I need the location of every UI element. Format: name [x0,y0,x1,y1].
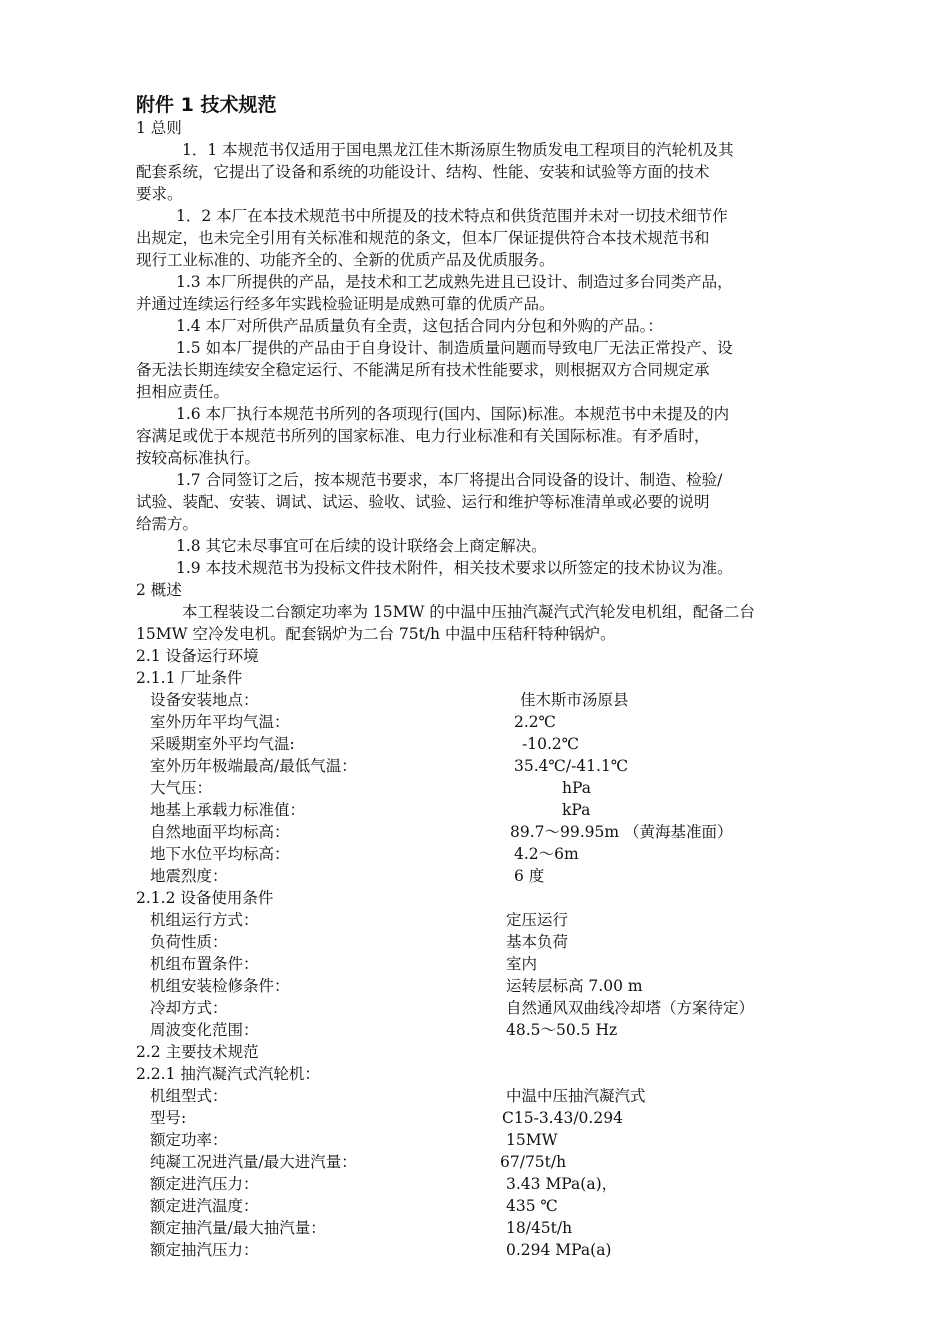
row-value: 48.5～50.5 Hz [506,1021,618,1039]
row-label: 自然地面平均标高： [150,823,290,841]
row-label: 冷却方式： [150,999,228,1017]
row-label: 负荷性质： [150,933,228,951]
row-label: 室外历年极端最高/最低气温： [150,757,357,775]
paragraph-line: 容满足或优于本规范书所列的国家标准、电力行业标准和有关国际标准。有矛盾时， [136,427,710,445]
row-value: 18/45t/h [506,1219,573,1237]
section-heading-2-2: 2.2 主要技术规范 [136,1043,259,1061]
row-value: 运转层标高 7.00 m [506,977,643,995]
row-label: 地震烈度： [150,867,228,885]
row-label: 地基上承载力标准值： [150,801,306,819]
row-label: 纯凝工况进汽量/最大进汽量： [150,1153,357,1171]
row-label: 机组运行方式： [150,911,259,929]
paragraph-line: 本工程装设二台额定功率为 15MW 的中温中压抽汽凝汽式汽轮发电机组，配备二台 [182,603,755,621]
row-value: -10.2℃ [522,735,580,753]
row-label: 额定抽汽压力： [150,1241,259,1259]
row-label: 地下水位平均标高： [150,845,290,863]
paragraph-line: 1．1 本规范书仅适用于国电黑龙江佳木斯汤原生物质发电工程项目的汽轮机及其 [182,141,734,159]
row-label: 额定抽汽量/最大抽汽量： [150,1219,326,1237]
row-value: 室内 [506,955,538,973]
paragraph-line: 1．2 本厂在本技术规范书中所提及的技术特点和供货范围并未对一切技术细节作 [176,207,728,225]
paragraph-line: 1.4 本厂对所供产品质量负有全责，这包括合同内分包和外购的产品。： [176,317,663,335]
paragraph-line: 给需方。 [136,515,199,533]
paragraph-line: 1.6 本厂执行本规范书所列的各项现行(国内、国际)标准。本规范书中未提及的内 [176,405,730,423]
document-title: 附件 1 技术规范 [136,94,277,116]
row-value: 67/75t/h [500,1153,567,1171]
row-label: 型号: [150,1109,187,1127]
paragraph-line: 1.5 如本厂提供的产品由于自身设计、制造质量问题而导致电厂无法正常投产、设 [176,339,733,357]
row-value: 佳木斯市汤原县 [520,691,629,709]
row-value: kPa [562,801,591,819]
row-value: 6 度 [514,867,545,885]
row-value: 35.4℃/-41.1℃ [514,757,629,775]
row-value: 4.2～6m [514,845,579,863]
section-heading-2: 2 概述 [136,581,182,599]
row-label: 机组型式： [150,1087,228,1105]
paragraph-line: 现行工业标准的、功能齐全的、全新的优质产品及优质服务。 [136,251,555,269]
row-value: 0.294 MPa(a) [506,1241,612,1259]
row-value: C15-3.43/0.294 [502,1109,623,1127]
paragraph-line: 备无法长期连续安全稳定运行、不能满足所有技术性能要求，则根据双方合同规定承 [136,361,710,379]
section-heading-2-1-2: 2.1.2 设备使用条件 [136,889,274,907]
row-label: 室外历年平均气温： [150,713,290,731]
paragraph-line: 担相应责任。 [136,383,230,401]
row-value: 中温中压抽汽凝汽式 [506,1087,646,1105]
row-label: 周波变化范围： [150,1021,259,1039]
row-value: 15MW [506,1131,558,1149]
paragraph-line: 并通过连续运行经多年实践检验证明是成熟可靠的优质产品。 [136,295,555,313]
row-label: 额定进汽温度： [150,1197,259,1215]
row-label: 采暖期室外平均气温: [150,735,295,753]
row-label: 额定功率： [150,1131,228,1149]
row-value: 89.7～99.95m （黄海基准面） [510,823,733,841]
row-value: 2.2℃ [514,713,556,731]
row-value: 3.43 MPa(a)， [506,1175,618,1193]
paragraph-line: 1.3 本厂所提供的产品，是技术和工艺成熟先进且已设计、制造过多台同类产品， [176,273,733,291]
paragraph-line: 1.8 其它未尽事宜可在后续的设计联络会上商定解决。 [176,537,547,555]
row-value: hPa [562,779,591,797]
section-heading-2-1: 2.1 设备运行环境 [136,647,259,665]
row-value: 定压运行 [506,911,569,929]
paragraph-line: 要求。 [136,185,183,203]
row-label: 额定进汽压力： [150,1175,259,1193]
paragraph-line: 出规定，也未完全引用有关标准和规范的条文，但本厂保证提供符合本技术规范书和 [136,229,710,247]
section-heading-2-1-1: 2.1.1 厂址条件 [136,669,243,687]
paragraph-line: 1.9 本技术规范书为投标文件技术附件，相关技术要求以所签定的技术协议为准。 [176,559,733,577]
section-heading-1: 1 总则 [136,119,182,137]
row-value: 自然通风双曲线冷却塔（方案待定） [506,999,755,1017]
row-label: 机组布置条件： [150,955,259,973]
paragraph-line: 15MW 空冷发电机。配套锅炉为二台 75t/h 中温中压秸秆特种锅炉。 [136,625,616,643]
paragraph-line: 按较高标准执行。 [136,449,261,467]
row-value: 基本负荷 [506,933,569,951]
row-label: 大气压： [150,779,213,797]
section-heading-2-2-1: 2.2.1 抽汽凝汽式汽轮机： [136,1065,320,1083]
row-label: 机组安装检修条件： [150,977,290,995]
paragraph-line: 1.7 合同签订之后，按本规范书要求，本厂将提出合同设备的设计、制造、检验/ [176,471,723,489]
row-value: 435 ℃ [506,1197,558,1215]
paragraph-line: 试验、装配、安装、调试、试运、验收、试验、运行和维护等标准清单或必要的说明 [136,493,710,511]
paragraph-line: 配套系统，它提出了设备和系统的功能设计、结构、性能、安装和试验等方面的技术 [136,163,710,181]
row-label: 设备安装地点： [150,691,259,709]
